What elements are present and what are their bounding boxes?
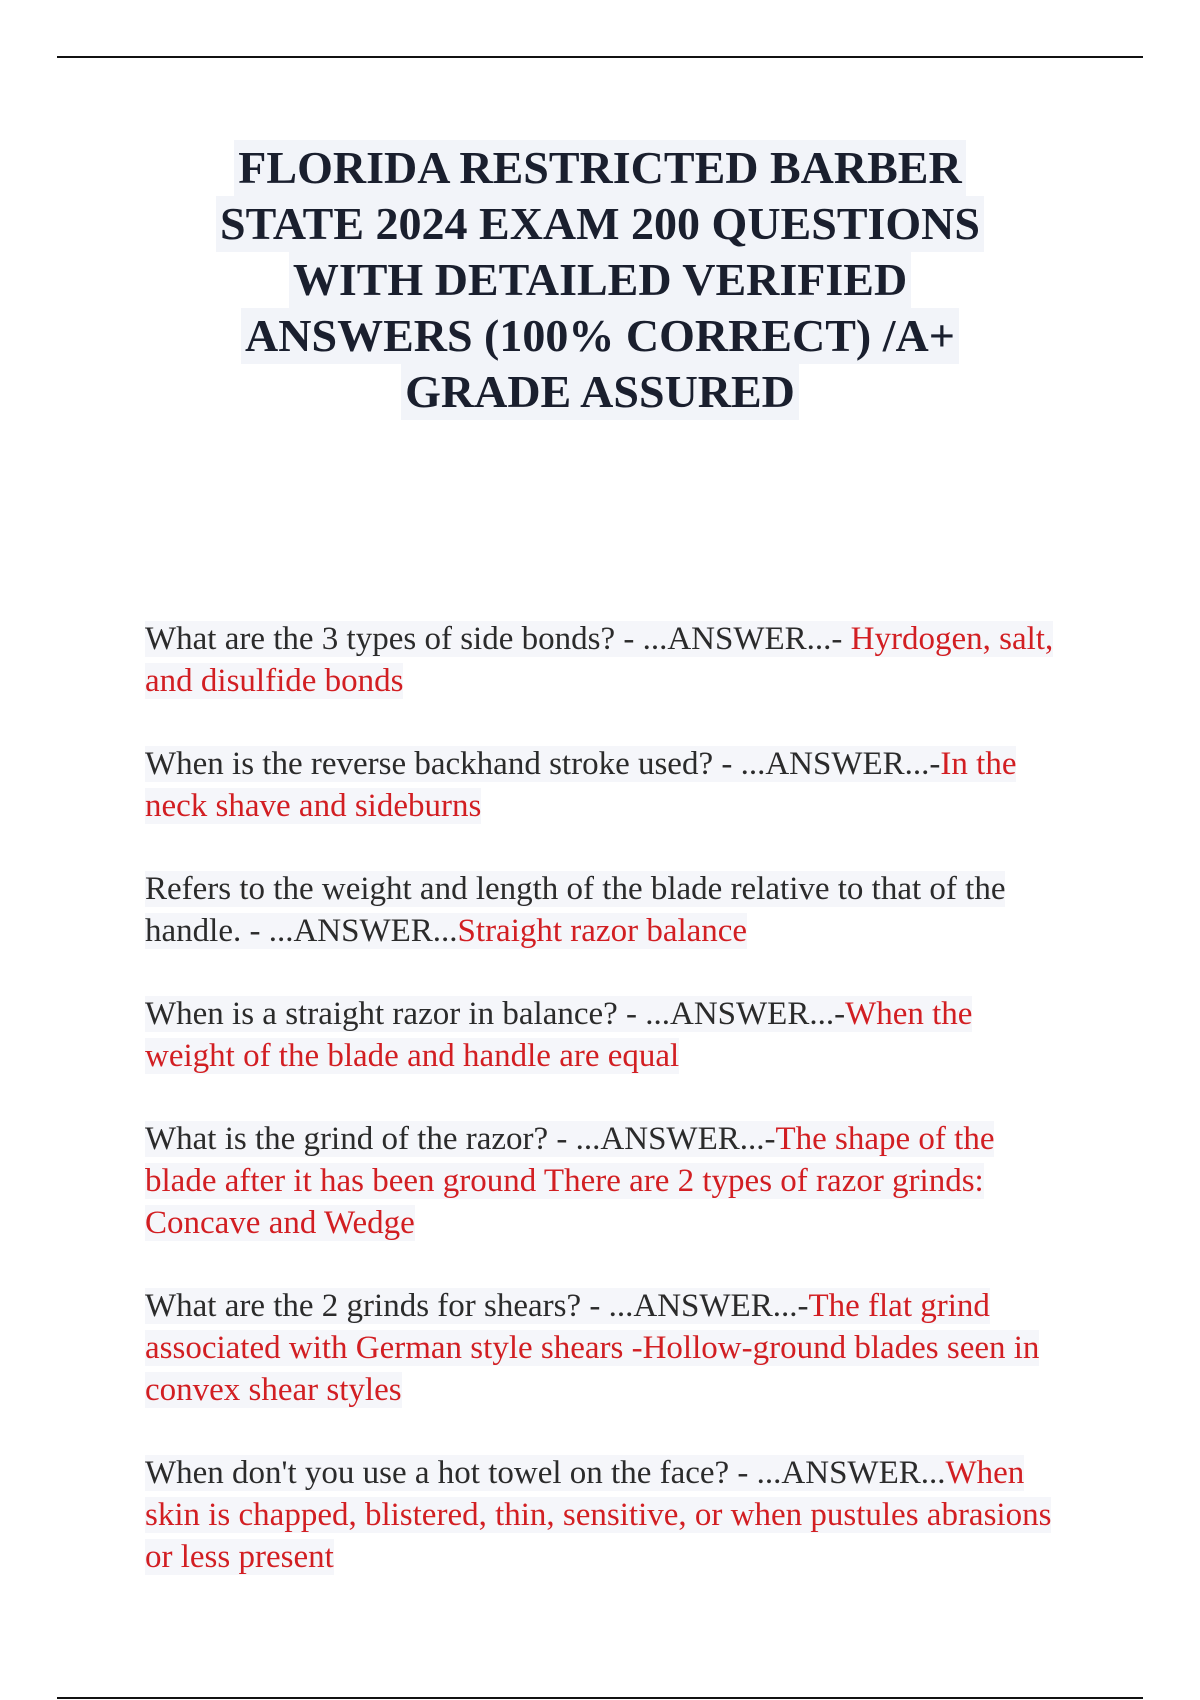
title-line: GRADE ASSURED bbox=[401, 364, 799, 420]
title-line: ANSWERS (100% CORRECT) /A+ bbox=[241, 308, 959, 364]
answer-text: When skin is chapped, blistered, thin, sensitive, or when pustules abrasions or less present bbox=[145, 1455, 1052, 1575]
question-text: What are the 3 types of side bonds? - ...ANSWER...- bbox=[145, 621, 851, 657]
question-text: Refers to the weight and length of the blade relative to that of the handle. - ...ANSWER... bbox=[145, 871, 1006, 949]
qa-item bbox=[145, 618, 1060, 702]
title-line: FLORIDA RESTRICTED BARBER bbox=[234, 140, 965, 196]
question-text: When don't you use a hot towel on the face? - ...ANSWER... bbox=[145, 1455, 946, 1491]
answer-text: In the neck shave and sideburns bbox=[145, 746, 1017, 824]
question-text: When is a straight razor in balance? - ...ANSWER...- bbox=[145, 996, 846, 1032]
top-rule bbox=[57, 56, 1143, 58]
title-line: WITH DETAILED VERIFIED bbox=[289, 252, 911, 308]
qa-item bbox=[145, 1118, 1060, 1244]
answer-text: The shape of the blade after it has been ground There are 2 types of razor grinds: Concave and Wedge bbox=[145, 1121, 995, 1241]
qa-item bbox=[145, 743, 1060, 827]
answer-text: When the weight of the blade and handle are equal bbox=[145, 996, 973, 1074]
answer-text: Hyrdogen, salt, and disulfide bonds bbox=[145, 621, 1054, 699]
question-text: What is the grind of the razor? - ...ANSWER...- bbox=[145, 1121, 776, 1157]
qa-item bbox=[145, 1285, 1060, 1411]
answer-text: The flat grind associated with German style shears -Hollow-ground blades seen in convex shear styles bbox=[145, 1288, 1040, 1408]
question-text: What are the 2 grinds for shears? - ...ANSWER...- bbox=[145, 1288, 809, 1324]
bottom-rule bbox=[57, 1697, 1143, 1699]
question-text: When is the reverse backhand stroke used? - ...ANSWER...- bbox=[145, 746, 941, 782]
answer-text: Straight razor balance bbox=[457, 913, 748, 949]
qa-list bbox=[145, 618, 1060, 1619]
title-line: STATE 2024 EXAM 200 QUESTIONS bbox=[216, 196, 984, 252]
qa-item bbox=[145, 993, 1060, 1077]
document-title bbox=[150, 140, 1050, 420]
qa-item bbox=[145, 1452, 1060, 1578]
qa-item bbox=[145, 868, 1060, 952]
